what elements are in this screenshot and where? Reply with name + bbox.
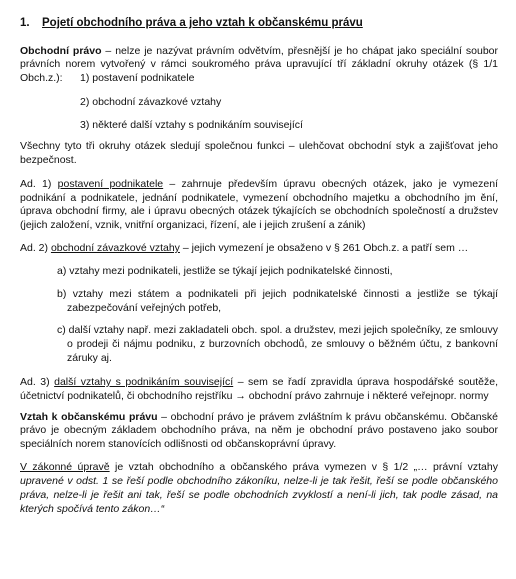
section-number: 1. <box>20 17 30 29</box>
section-title: Pojetí obchodního práva a jeho vztah k občanskému právu <box>42 17 363 29</box>
list-item-b-cont: zabezpečování veřejných potřeb, <box>67 302 222 314</box>
paragraph-line: účetnictví podnikatelů, či obchodního rejstříku → obchodní právo zahrnuje i některé veřejnopr. normy <box>20 390 489 402</box>
paragraph-line: Všechny tyto tři okruhy otázek sledují společnou funkci – ulehčovat obchodní styk a zajišťovat jeho <box>20 140 498 152</box>
paragraph-line <box>20 242 468 255</box>
quote-line: upravené v odst. 1 se řeší podle obchodního zákoníku, nelze-li je tak řešit, řeší se podle občanského <box>20 475 498 487</box>
ad-prefix: Ad. 1) <box>20 178 58 190</box>
quote-line: práva, nelze-li je řešit ani tak, řeší se podle obchodních zvyklostí a není-li jich, tak podle zásad, na <box>20 489 498 501</box>
term-obchodni-pravo: Obchodní právo <box>20 45 102 57</box>
obchz-reference: Obch.z.): <box>20 72 63 84</box>
text-span: – nelze je nazývat právním odvětvím, přesnější je ho chápat jako speciální soubor <box>101 45 498 57</box>
text-span: – jejich vymezení je obsaženo v § 261 Obch.z. a patří sem … <box>179 242 469 254</box>
paragraph-line <box>20 45 498 58</box>
term-obchodni-zavazkove-vztahy: obchodní závazkové vztahy <box>50 242 180 254</box>
term-v-zakonne-uprave: V zákonné úpravě <box>20 461 110 473</box>
list-item: 1) postavení podnikatele <box>80 72 195 84</box>
list-item-c-cont: záruky aj. <box>67 352 112 364</box>
paragraph-line: právních norem vytvořený v rámci soukromého práva upravující tří základní okruhy otázek (§ 1/1 <box>20 58 498 70</box>
text-span: – obchodní právo je právem zvláštním k právu občanskému. Občanské <box>157 411 498 423</box>
term-dalsi-vztahy: další vztahy s podnikáním související <box>54 376 234 388</box>
term-vztah-k-obcanskemu-pravu: Vztah k občanskému právu <box>20 411 158 423</box>
ad-prefix: Ad. 3) <box>20 376 55 388</box>
list-item: 3) některé další vztahy s podnikáním související <box>80 119 303 131</box>
list-item-a: a) vztahy mezi podnikateli, jestliže se týkají jejich podnikatelské činnosti, <box>57 265 393 277</box>
paragraph-line: právo je obecným základem obchodního práva, na něm je obchodní právo postaveno jako soubor <box>20 424 498 436</box>
paragraph-line <box>20 178 498 191</box>
ad-prefix: Ad. 2) <box>20 242 51 254</box>
list-item-c: c) další vztahy např. mezi zakladateli obch. spol. a družstev, mezi jejich společníky, ze smlouvy <box>57 324 498 336</box>
paragraph-line <box>20 411 498 424</box>
text-span: – zahrnuje především úpravu obecných otázek, jako je vymezení <box>163 178 498 190</box>
paragraph-line: bezpečnost. <box>20 154 77 166</box>
paragraph-line: úprava obchodní firmy, ale i úpravu obecných otázek týkajících se obchodních společností a družstev <box>20 205 498 217</box>
list-item-c-cont: o prodeji či nájmu podniku, z burzovních obchodů, ze smlouvy o běžném účtu, z bankovní <box>67 338 498 350</box>
paragraph-line <box>20 376 498 389</box>
text-span: je vztah obchodního a občanského práva vymezen v § 1/2 „… právní vztahy <box>109 461 498 473</box>
quote-line: kterých spočívá tento zákon…“ <box>20 503 165 515</box>
text-span: – sem se řadí zpravidla úprava hospodářské soutěže, <box>233 376 499 388</box>
paragraph-line: (jejich založení, vznik, vnitřní organizaci, řízení, ale i jejich zrušení a zánik) <box>20 219 366 231</box>
paragraph-line: speciálních norem stanovících odlišnosti od občanskoprávní úpravy. <box>20 438 337 450</box>
term-postaveni-podnikatele: postavení podnikatele <box>57 178 164 190</box>
paragraph-line <box>20 461 498 474</box>
list-item-b: b) vztahy mezi státem a podnikateli při jejich podnikatelské činnosti a jestliže se týkají <box>57 288 498 300</box>
paragraph-line: podnikání a podnikatele, jednání podnikatele, vymezení obchodního majetku a obchodního jm ění, <box>20 192 498 204</box>
list-item: 2) obchodní závazkové vztahy <box>80 96 222 108</box>
section-heading <box>20 17 363 30</box>
